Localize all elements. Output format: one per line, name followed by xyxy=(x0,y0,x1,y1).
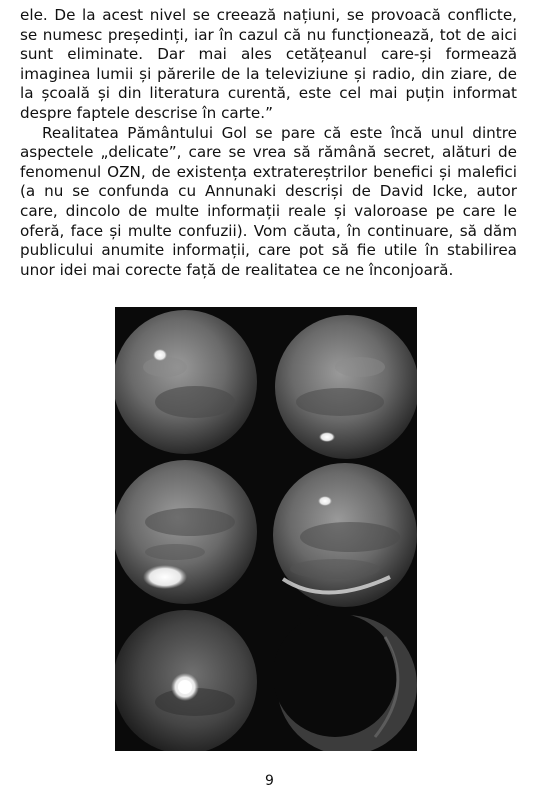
page-number: 9 xyxy=(265,773,274,789)
planet-4 xyxy=(273,463,417,607)
planet-2 xyxy=(275,315,417,459)
planet-photo-svg xyxy=(115,307,417,751)
paragraph-1: ele. De la acest nivel se creează națiuni, se provoacă conflicte, se numesc președinți, iar în cazul că nu funcționează, tot de aici sunt eliminate. Dar mai ales cetățeanul care-și formează imaginea lumii și părerile de la televiziune și radio, din ziare, de la școală și din literatura curentă, este cel mai puțin informat despre faptele descrise în carte.” xyxy=(20,6,517,122)
planet-1 xyxy=(115,310,257,454)
planet-photo-grid xyxy=(115,307,417,751)
planet-3 xyxy=(115,460,257,604)
planet-5 xyxy=(115,610,257,751)
body-text xyxy=(20,6,517,280)
paragraph-2: Realitatea Pământului Gol se pare că este încă unul dintre aspectele „delicate”, care se vrea să rămână secret, alături de fenomenul OZN, de existența extratereștrilor benefici și malefici (a nu se confunda cu Annunaki descriși de David Icke, autor care, dincolo de multe informații reale și valoroase pe care le oferă, face și multe confuzii). Vom căuta, în continuare, să dăm publicului anumite informații, care pot să fie utile în stabilirea unor idei mai corecte față de realitatea ce ne înconjoară. xyxy=(20,123,517,279)
